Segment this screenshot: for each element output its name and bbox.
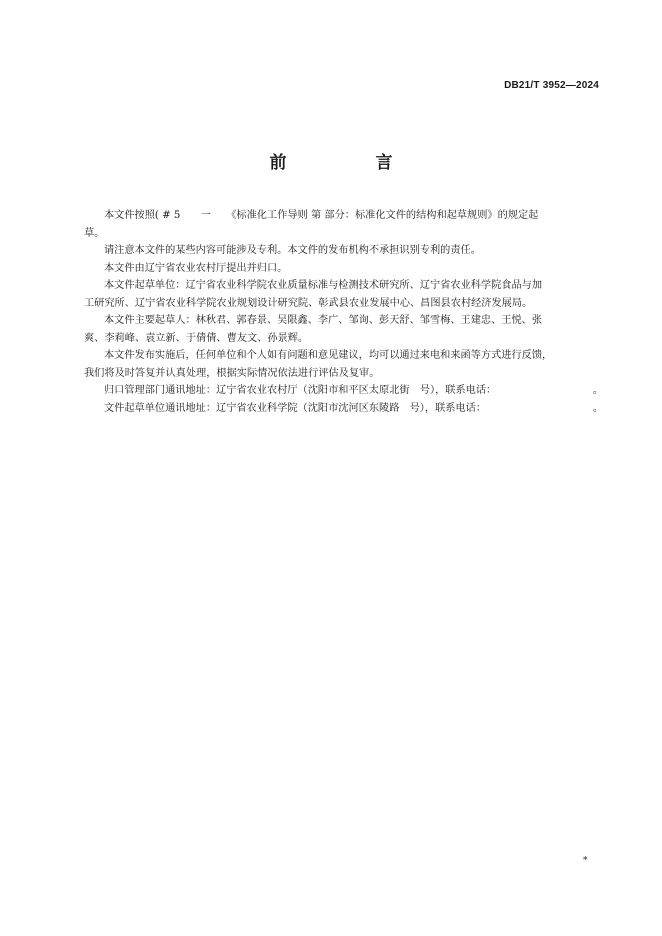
document-body xyxy=(84,207,603,417)
paragraph-feedback xyxy=(84,347,603,382)
page-mark: * xyxy=(583,856,588,866)
paragraph-line: 爽、李莉峰、袁立新、于倩倩、曹友文、孙景辉。 xyxy=(84,332,309,344)
document-code: DB21/T 3952—2024 xyxy=(504,80,599,91)
paragraph-line: 草。 xyxy=(84,227,105,239)
paragraph-line: 本文件按照( # 5 一 《标准化工作导则 第 部分：标准化文件的结构和起草规则》的规定起 xyxy=(104,210,539,221)
paragraph-line: 本文件发布实施后，任何单位和个人如有问题和意见建议，均可以通过来电和来函等方式进行反馈， xyxy=(104,350,553,361)
paragraph-authority-contact xyxy=(84,382,603,400)
paragraph-drafter-contact xyxy=(84,400,603,418)
paragraph-line: 工研究所、辽宁省农业科学院农业规划设计研究院、彰武县农业发展中心、昌图县农村经济发展局。 xyxy=(84,297,533,309)
paragraph-line: 本文件主要起草人：林秋君、郭春景、吴限鑫、李广、邹询、彭天舒、邹雪梅、王建忠、王悦、张 xyxy=(104,315,543,326)
contact-text: 文件起草单位通讯地址：辽宁省农业科学院（沈阳市沈河区东陵路 号），联系电话： xyxy=(104,402,487,414)
paragraph-drafting-units xyxy=(84,277,603,312)
paragraph-proposer: 本文件由辽宁省农业农村厅提出并归口。 xyxy=(104,262,288,274)
paragraph-line: 我们将及时答复并认真处理，根据实际情况依法进行评估及复审。 xyxy=(84,367,380,379)
contact-end: 。 xyxy=(592,402,603,414)
paragraph-line: 本文件起草单位：辽宁省农业科学院农业质量标准与检测技术研究所、辽宁省农业科学院食品与加 xyxy=(104,280,543,291)
paragraph-patent-notice: 请注意本文件的某些内容可能涉及专利。本文件的发布机构不承担识别专利的责任。 xyxy=(104,245,481,256)
paragraph-drafters xyxy=(84,312,603,347)
page-title: 前 言 xyxy=(269,153,429,173)
contact-text: 归口管理部门通讯地址：辽宁省农业农村厅（沈阳市和平区太原北街 号），联系电话： xyxy=(104,385,497,396)
contact-end: 。 xyxy=(592,385,603,396)
paragraph-standard-basis xyxy=(84,207,603,242)
